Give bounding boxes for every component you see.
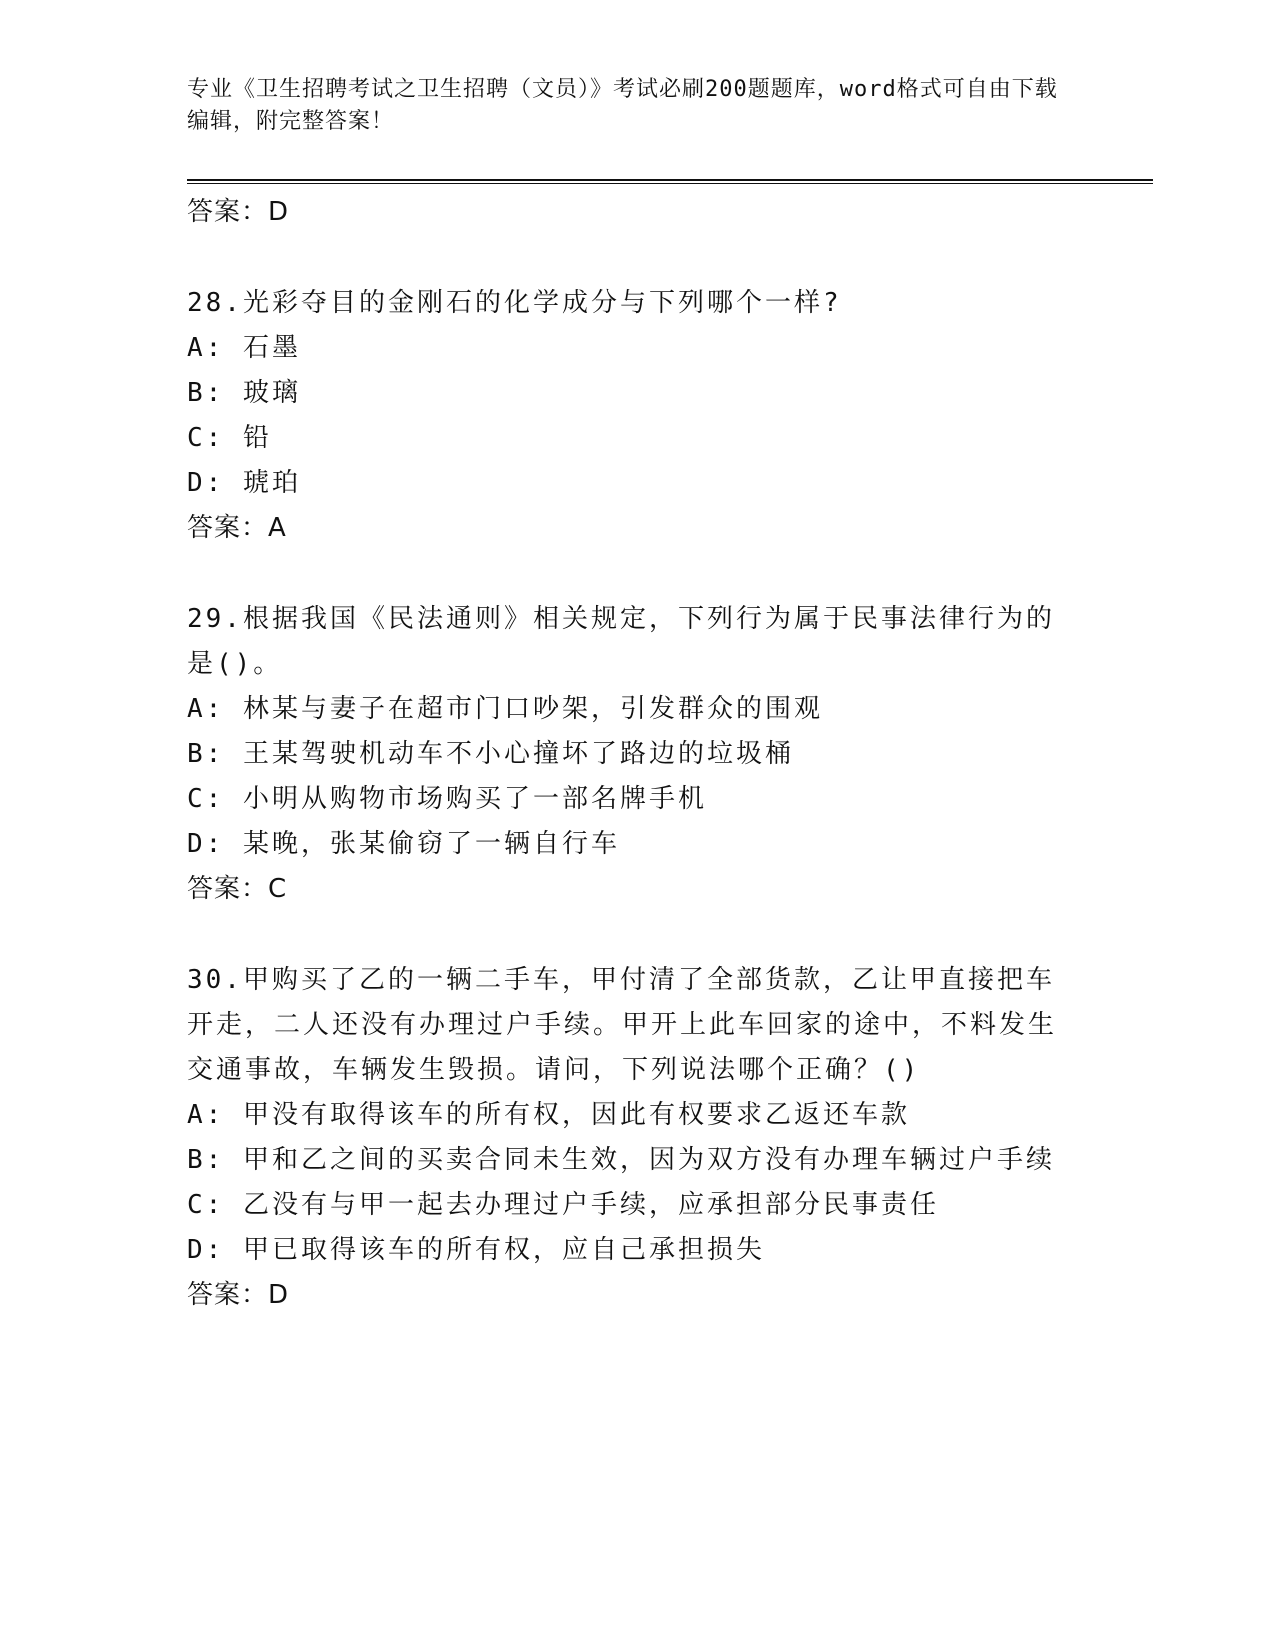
question-text: 30.甲购买了乙的一辆二手车，甲付清了全部货款，乙让甲直接把车开走，二人还没有办理过户手续。甲开上此车回家的途中，不料发生交通事故，车辆发生毁损。请问，下列说法哪个正确？() [187, 965, 1058, 1085]
option-c: C: 铅 [187, 423, 272, 453]
option-c: C: 乙没有与甲一起去办理过户手续，应承担部分民事责任 [187, 1190, 939, 1220]
question-text: 28.光彩夺目的金刚石的化学成分与下列哪个一样? [187, 288, 842, 318]
option-b: B: 王某驾驶机动车不小心撞坏了路边的垃圾桶 [187, 739, 794, 769]
option-d: D: 甲已取得该车的所有权，应自己承担损失 [187, 1235, 765, 1265]
answer: 答案：C [187, 874, 288, 904]
option-b: B: 甲和乙之间的买卖合同未生效，因为双方没有办理车辆过户手续 [187, 1145, 1055, 1175]
option-b: B: 玻璃 [187, 378, 301, 408]
header-divider [187, 179, 1153, 184]
option-c: C: 小明从购物市场购买了一部名牌手机 [187, 784, 707, 814]
option-d: D: 琥珀 [187, 468, 301, 498]
question-text: 29.根据我国《民法通则》相关规定，下列行为属于民事法律行为的是()。 [187, 604, 1055, 679]
option-d: D: 某晚，张某偷窃了一辆自行车 [187, 829, 620, 859]
question-30 [187, 958, 1087, 1318]
question-28 [187, 281, 1087, 551]
answer: 答案：D [187, 1280, 290, 1310]
option-a: A: 石墨 [187, 333, 301, 363]
question-29 [187, 597, 1087, 912]
document-header: 专业《卫生招聘考试之卫生招聘（文员）》考试必刷200题题库，word格式可自由下载编辑，附完整答案！ [187, 77, 1058, 134]
answer: 答案：A [187, 513, 287, 543]
option-a: A: 甲没有取得该车的所有权，因此有权要求乙返还车款 [187, 1100, 910, 1130]
questions-content [187, 190, 1087, 1318]
option-a: A: 林某与妻子在超市门口吵架，引发群众的围观 [187, 694, 823, 724]
previous-answer: 答案：D [187, 197, 290, 227]
